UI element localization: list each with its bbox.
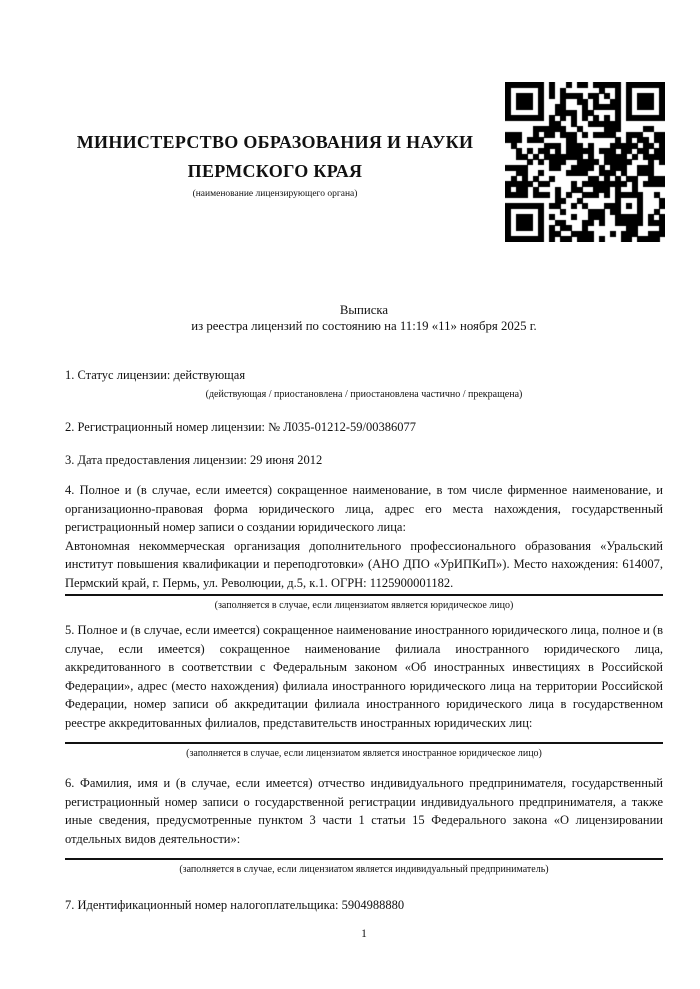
qr-code-container [505,82,665,242]
document-title-block [65,302,663,334]
page-number: 1 [361,928,367,940]
taxpayer-number-text: 7. Идентификационный номер налогоплательщика: 5904988880 [65,898,405,912]
legal-entity-answer: Автономная некоммерческая организация дополнительного профессионального образования «Уральский институт повышения квалификации и переподготовки» (АНО ДПО «УрИПКиП»). Место нахождения: 614007, Пермский край, г. Пермь, ул. Революции, д.5, к.1. ОГРН: 1125900001182. [65,537,663,597]
individual-entrepreneur-question: 6. Фамилия, имя и (в случае, если имеется) отчество индивидуального предпринимателя, государственный регистрационный номер записи о государственной регистрации индивидуального предпринимателя, а также иные сведения, предусмотренные пунктом 3 части 1 статьи 15 Федерального закона «О лицензировании отдельных видов деятельности»: [65,776,663,846]
individual-entrepreneur-caption: (заполняется в случае, если лицензиатом является индивидуальный предприниматель) [179,864,549,875]
foreign-entity-question: 5. Полное и (в случае, если имеется) сокращенное наименование иностранного юридического лица, полное и (в случае, если имеется) сокращенное наименование филиала иностранного юридического лица, аккредитованного в соответствии с Федеральным законом «Об иностранных инвестициях в Российской Федерации», адрес (место нахождения) филиала иностранного юридического лица на территории Российской Федерации, номер записи об аккредитации филиала иностранного юридического лица в государственном реестре аккредитованных филиалов, представительств иностранных юридических лиц: [65,623,663,730]
registration-number-text: 2. Регистрационный номер лицензии: № Л035-01212-59/00386077 [65,420,416,434]
legal-entity-caption: (заполняется в случае, если лицензиатом является юридическое лицо) [214,600,514,611]
item-registration-number [65,418,663,437]
item-foreign-entity [65,621,663,760]
license-status-caption: (действующая / приостановлена / приостановлена частично / прекращена) [205,388,523,400]
foreign-entity-blank-line [65,732,663,744]
item-license-date [65,451,663,470]
foreign-entity-caption: (заполняется в случае, если лицензиатом является иностранное юридическое лицо) [186,748,542,759]
ministry-name-line1: МИНИСТЕРСТВО ОБРАЗОВАНИЯ И НАУКИ [76,132,474,152]
ministry-header [40,128,510,201]
ministry-caption: (наименование лицензирующего органа) [192,189,358,199]
item-license-status [65,366,663,401]
item-taxpayer-number [65,896,663,915]
document-title: Выписка [339,303,389,317]
legal-entity-question: 4. Полное и (в случае, если имеется) сокращенное наименование, в том числе фирменное наименование, и организационно-правовая форма юридического лица, адрес его места нахождения, государственный регистрационный номер записи о создании юридического лица: [65,483,663,534]
qr-code [505,82,665,242]
license-date-text: 3. Дата предоставления лицензии: 29 июня 2012 [65,453,323,467]
license-status-text: 1. Статус лицензии: действующая [65,368,246,382]
item-legal-entity [65,481,663,612]
document-subtitle: из реестра лицензий по состоянию на 11:19 «11» ноября 2025 г. [191,319,537,333]
item-individual-entrepreneur [65,774,663,876]
individual-entrepreneur-blank-line [65,848,663,860]
ministry-name-line2: ПЕРМСКОГО КРАЯ [187,161,363,181]
page-footer [65,928,663,940]
